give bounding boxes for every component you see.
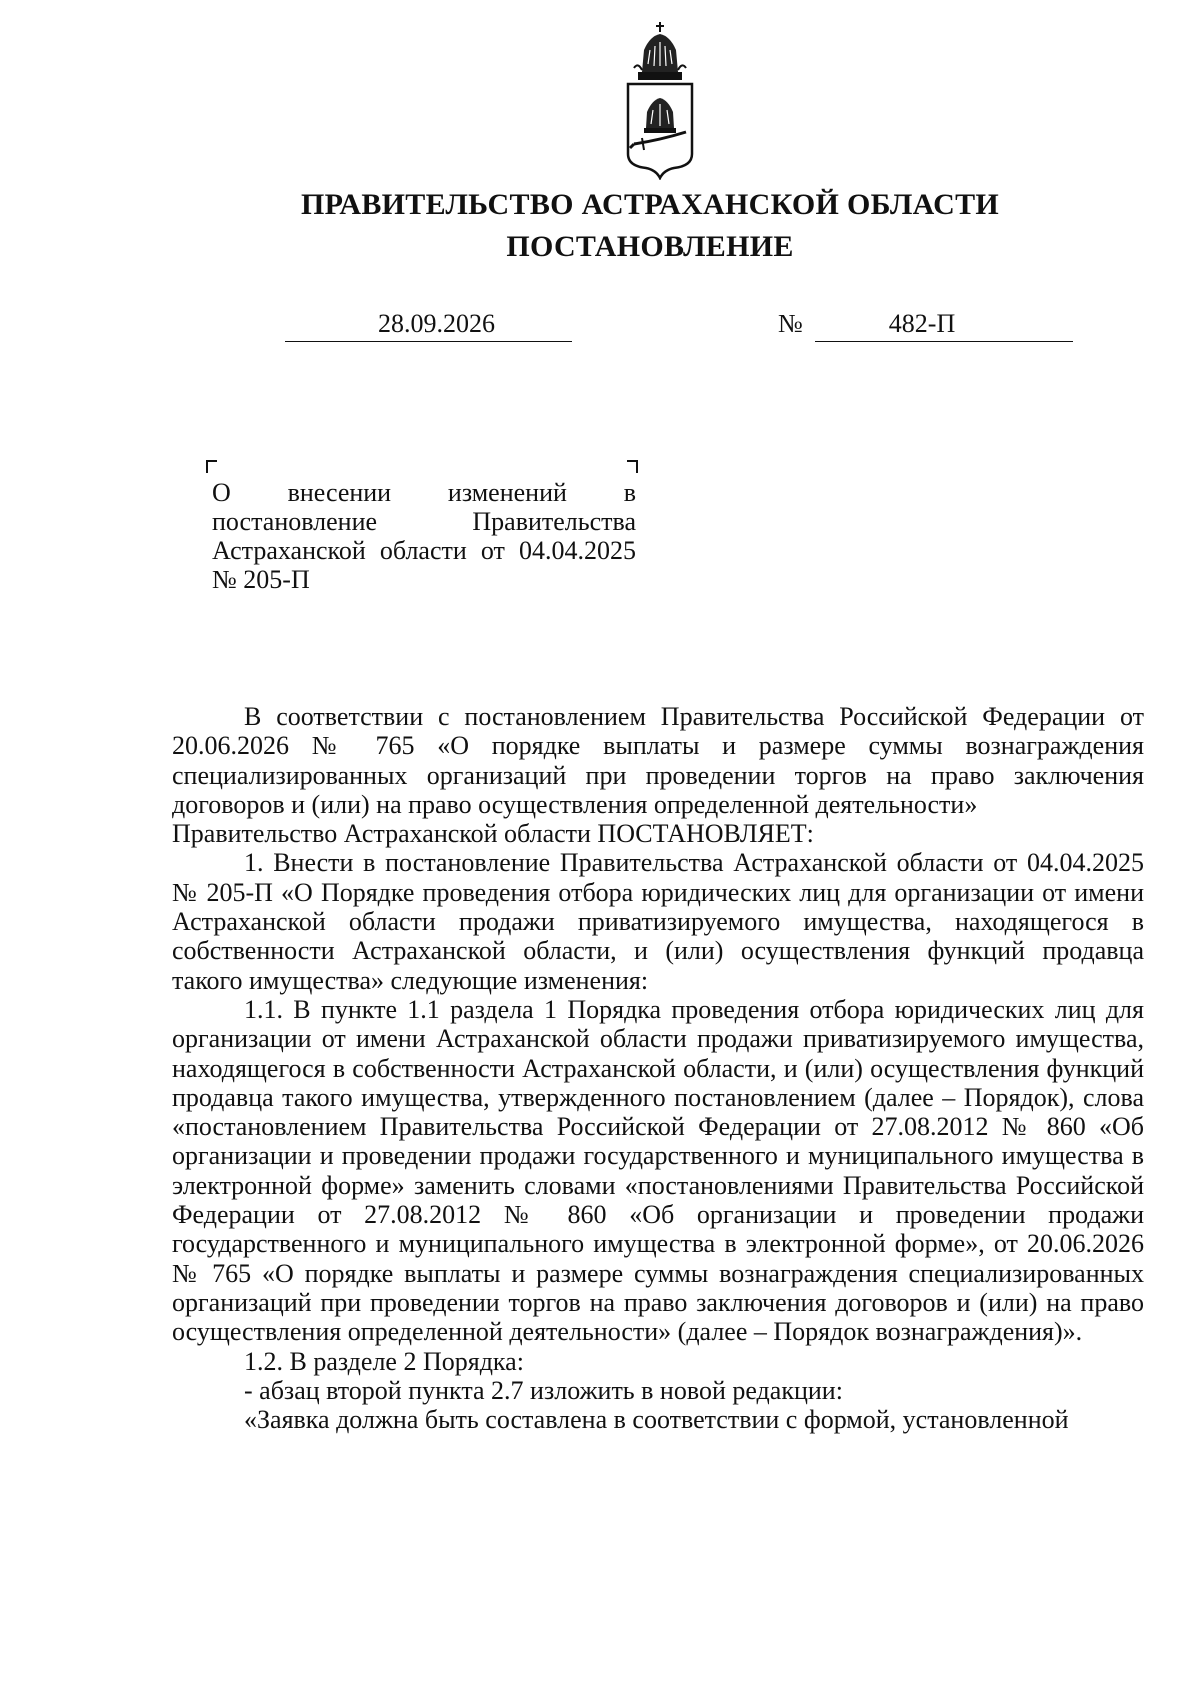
coat-of-arms-icon: [620, 20, 700, 180]
resolves-paragraph: Правительство Астраханской области ПОСТАНОВЛЯЕТ:: [172, 819, 814, 849]
document-subject: О внесении изменений в постановление Правительства Астраханской области от 04.04.2025 № 205-П: [212, 478, 636, 594]
subject-corner-right: [627, 460, 638, 473]
document-number: 482-П: [815, 307, 1073, 342]
item-1-1-paragraph: 1.1. В пункте 1.1 раздела 1 Порядка проведения отбора юридических лиц для организации от имени Астраханской области продажи приватизируемого имущества, находящегося в собственности Астраханской области, и (или) осуществления функций продавца такого имущества, утвержденного постановлением (далее – Порядок), слова «постановлением Правительства Российской Федерации от 27.08.2012 № 860 «Об организации и проведении продажи государственного и муниципального имущества в электронной форме» заменить словами «постановлениями Правительства Российской Федерации от 27.08.2012 № 860 «Об организации и проведении продажи государственного и муниципального имущества в электронной форме», от 20.06.2026 № 765 «О порядке выплаты и размере суммы вознаграждения специализированных организаций при проведении торгов на право заключения договоров и (или) на право осуществления определенной деятельности» (далее – Порядок вознаграждения)».: [172, 994, 1144, 1347]
quote-start-paragraph: «Заявка должна быть составлена в соответствии с формой, установленной: [244, 1405, 1069, 1435]
item-1-2-a-paragraph: - абзац второй пункта 2.7 изложить в новой редакции:: [244, 1375, 843, 1405]
preamble-paragraph: В соответствии с постановлением Правительства Российской Федерации от 20.06.2026 № 765 «О порядке выплаты и размере суммы вознаграждения специализированных организаций при проведении торгов на право заключения договоров и (или) на право осуществления определенной деятельности»: [172, 702, 1144, 819]
document-date: 28.09.2026: [285, 307, 572, 342]
document-type-title: ПОСТАНОВЛЕНИЕ: [506, 230, 794, 263]
item-1-2-paragraph: 1.2. В разделе 2 Порядка:: [244, 1346, 524, 1376]
item-1-paragraph: 1. Внести в постановление Правительства Астраханской области от 04.04.2025 № 205-П «О Порядке проведения отбора юридических лиц для организации от имени Астраханской области продажи приватизируемого имущества, находящегося в собственности Астраханской области, и (или) осуществления функций продавца такого имущества» следующие изменения:: [172, 848, 1144, 995]
document-body: [172, 702, 1144, 1434]
organization-title: ПРАВИТЕЛЬСТВО АСТРАХАНСКОЙ ОБЛАСТИ: [300, 188, 1000, 221]
subject-corner-left: [206, 460, 217, 473]
number-sign: №: [778, 309, 803, 338]
